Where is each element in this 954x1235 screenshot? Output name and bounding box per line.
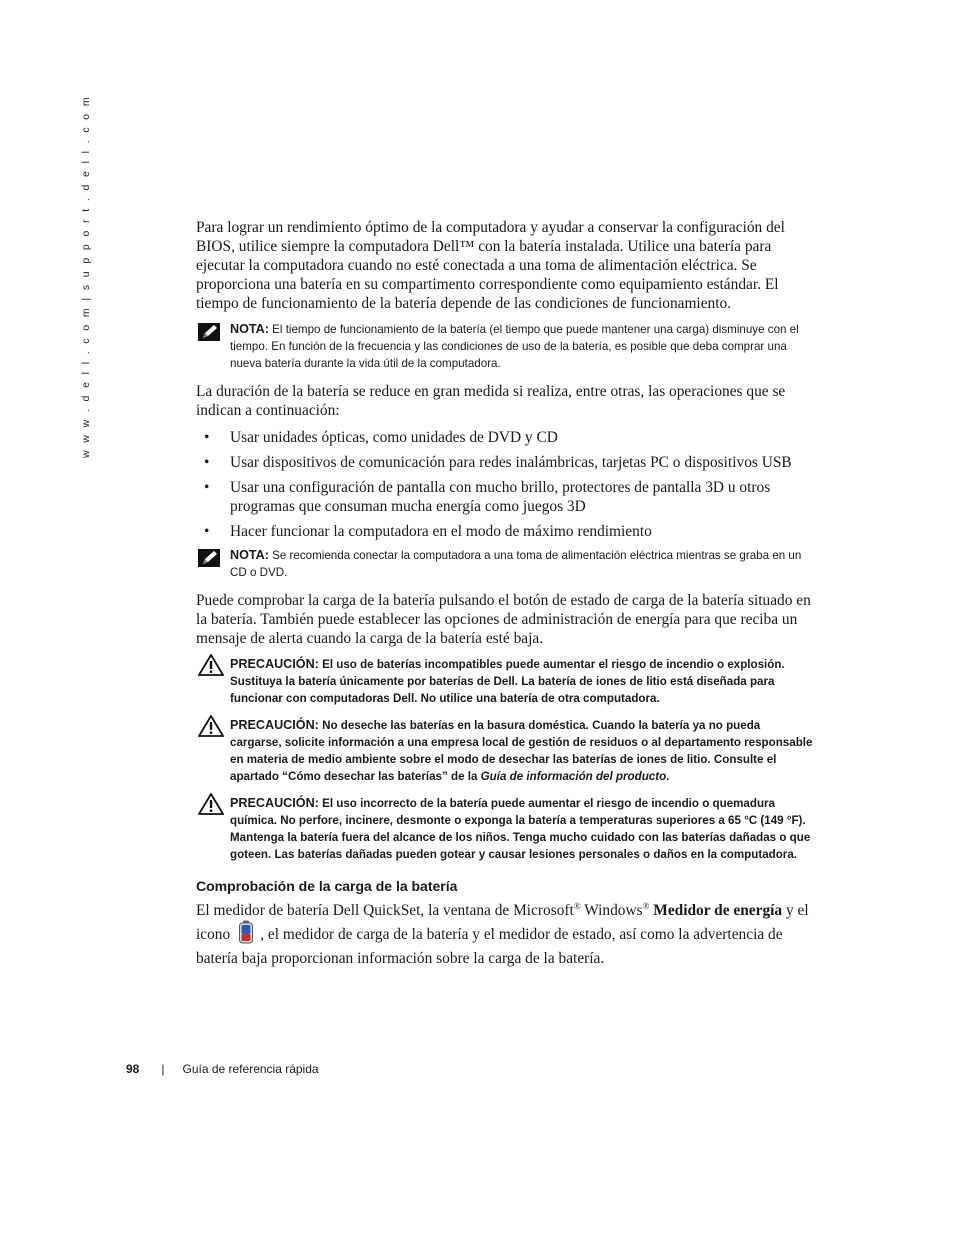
operations-list — [196, 428, 814, 541]
power-meter-term: Medidor de energía — [649, 902, 783, 919]
sidebar-url: w w w . d e l l . c o m | s u p p o r t . d e l l . c o m — [80, 94, 92, 458]
page-content — [196, 218, 814, 976]
warning-triangle-icon — [198, 715, 224, 742]
list-item: • Usar una configuración de pantalla con mucho brillo, protectores de pantalla 3D u otros programas que consuman mucha energía como juegos 3D — [204, 479, 771, 515]
caution-text: El uso de baterías incompatibles puede aumentar el riesgo de incendio o explosión. Sustituya la batería únicamente por baterías de Dell. La batería de iones de litio está diseñada para funcionar con computadoras Dell. No utilice una batería de otra computadora. — [230, 658, 785, 705]
caution-label: PRECAUCIÓN: — [230, 718, 319, 732]
page-number: 98 — [126, 1062, 140, 1076]
battery-meter-icon — [238, 920, 254, 949]
note-text: El tiempo de funcionamiento de la batería (el tiempo que puede mantener una carga) disminuye con el tiempo. En función de la frecuencia y las condiciones de uso de la batería, es posible que deba comprar una nueva batería durante la vida útil de la computadora. — [230, 323, 799, 370]
list-item: • Usar dispositivos de comunicación para redes inalámbricas, tarjetas PC o dispositivos USB — [204, 454, 792, 471]
caution-3 — [196, 795, 814, 863]
caution-2: PRECAUCIÓN: No deseche las baterías en la basura doméstica. Cuando la batería ya no pueda cargarse, solicite información a una empresa local de gestión de residuos o al departamento responsable en materia de medio ambiente sobre el modo de desechar las baterías de iones de litio. Consulte el apartado “Cómo desechar las baterías” de la Guía de información del producto. — [196, 717, 814, 785]
bullet-mark: • — [204, 479, 210, 496]
bullet-mark: • — [204, 523, 210, 540]
warning-triangle-icon — [198, 793, 224, 820]
note-pencil-icon — [198, 548, 220, 573]
caution-1 — [196, 656, 814, 707]
warning-triangle-icon — [198, 654, 224, 681]
note-label: NOTA: — [230, 548, 269, 562]
note-2 — [196, 547, 814, 581]
bullet-mark: • — [204, 429, 210, 446]
note-pencil-icon — [198, 322, 220, 347]
product-guide-reference: Guía de información del producto — [480, 770, 667, 783]
check-paragraph: Puede comprobar la carga de la batería pulsando el botón de estado de carga de la batería situado en la batería. También puede establecer las opciones de administración de energía para que reciba un mensaje de alerta cuando la carga de la batería esté baja. — [196, 592, 811, 647]
page-footer — [126, 1062, 319, 1076]
section-paragraph: El medidor de batería Dell QuickSet, la ventana de Microsoft® Windows® Medidor de energía y el icono , el medidor de carga de la batería y el medidor de estado, así como la advertencia de batería baja proporcionan información sobre la carga de la batería. — [196, 900, 809, 967]
caution-label: PRECAUCIÓN: — [230, 796, 319, 810]
note-text: Se recomienda conectar la computadora a una toma de alimentación eléctrica mientras se graba en un CD o DVD. — [230, 549, 802, 579]
note-1 — [196, 321, 814, 372]
footer-title: Guía de referencia rápida — [182, 1062, 319, 1076]
reduction-paragraph: La duración de la batería se reduce en gran medida si realiza, entre otras, las operaciones que se indican a continuación: — [196, 383, 786, 419]
list-item: • Usar unidades ópticas, como unidades de DVD y CD — [204, 429, 558, 446]
caution-label: PRECAUCIÓN: — [230, 657, 319, 671]
section-heading: Comprobación de la carga de la batería — [196, 878, 458, 894]
footer-separator: | — [161, 1062, 165, 1076]
caution-text: No deseche las baterías en la basura doméstica. Cuando la batería ya no pueda cargarse, solicite información a una empresa local de gestión de residuos o al departamento responsable en materia de medio ambiente sobre el modo de desechar las baterías de iones de litio. Consulte el apartado “Cómo desechar las baterías” de la — [230, 719, 813, 783]
intro-paragraph: Para lograr un rendimiento óptimo de la computadora y ayudar a conservar la configuración del BIOS, utilice siempre la computadora Dell™ con la batería instalada. Utilice una batería para ejecutar la computadora cuando no esté conectada a una toma de alimentación eléctrica. Se proporciona una batería en su compartimento correspondiente como equipamiento estándar. El tiempo de funcionamiento de la batería depende de las condiciones de funcionamiento. — [196, 219, 785, 312]
caution-text: El uso incorrecto de la batería puede aumentar el riesgo de incendio o quemadura química. No perfore, incinere, desmonte o exponga la batería a temperaturas superiores a 65 °C (149 °F). Mantenga la batería fuera del alcance de los niños. Tenga mucho cuidado con las baterías dañadas o que goteen. Las baterías dañadas pueden gotear y causar lesiones personales o daños en la computadora. — [230, 797, 811, 861]
note-label: NOTA: — [230, 322, 269, 336]
list-item: • Hacer funcionar la computadora en el modo de máximo rendimiento — [204, 523, 652, 540]
bullet-mark: • — [204, 454, 210, 471]
